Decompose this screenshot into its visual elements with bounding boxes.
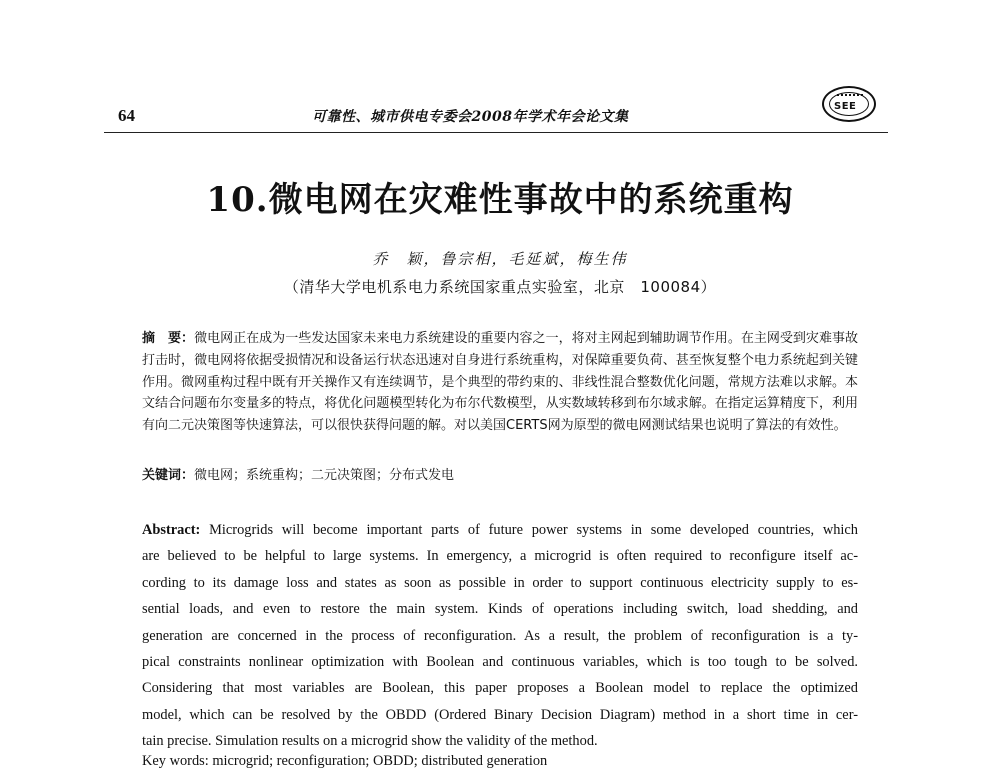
logo-text: SEE xyxy=(834,101,857,112)
english-abstract-line: Abstract: Microgrids will become important parts of future power systems in some developed countries, which xyxy=(142,522,858,538)
paper-title: 10.微电网在灾难性事故中的系统重构 xyxy=(206,180,794,220)
english-abstract-line: sential loads, and even to restore the main system. Kinds of operations including switch, load shedding, and xyxy=(142,601,858,618)
english-abstract xyxy=(142,517,858,755)
english-abstract-line: model, which can be resolved by the OBDD (Ordered Binary Decision Diagram) method in a short time in cer- xyxy=(142,706,858,723)
page-number: 64 xyxy=(118,106,135,125)
running-header xyxy=(112,84,890,130)
paper-affiliation: （清华大学电机系电力系统国家重点实验室，北京 100084） xyxy=(283,278,717,296)
english-abstract-line: are believed to be helpful to large systems. In emergency, a microgrid is often required to reconfigure itself ac- xyxy=(142,548,858,565)
society-logo-icon xyxy=(822,86,876,122)
english-keywords: Key words: microgrid; reconfiguration; OBDD; distributed generation xyxy=(142,753,548,769)
english-abstract-line: Considering that most variables are Boolean, this paper proposes a Boolean model to replace the optimized xyxy=(142,680,858,697)
chinese-keywords-label: 关键词： xyxy=(142,468,195,483)
chinese-abstract-text: 微电网正在成为一些发达国家未来电力系统建设的重要内容之一，将对主网起到辅助调节作用。在主网受到灾难事故打击时，微电网将依据受损情况和设备运行状态迅速对自身进行系统重构，对保障重要负荷、甚至恢复整个电力系统起到关键作用。微网重构过程中既有开关操作又有连续调节，是个典型的带约束的、非线性混合整数优化问题，常规方法难以求解。本文结合问题布尔变量多的特点，将优化问题模型转化为布尔代数模型，从实数域转移到布尔域求解。在指定运算精度下，利用有向二元决策图等快速算法，可以很快获得问题的解。对以美国CERTS网为原型的微电网测试结果也说明了算法的有效性。 xyxy=(142,331,858,434)
english-abstract-line: generation are concerned in the process of reconfiguration. As a result, the problem of reconfiguration is a ty- xyxy=(142,627,858,644)
chinese-keywords-text: 微电网；系统重构；二元决策图；分布式发电 xyxy=(194,468,455,483)
chinese-abstract xyxy=(142,328,858,437)
journal-title: 可靠性、城市供电专委会2008年学术年会论文集 xyxy=(312,109,629,125)
english-abstract-line: tain precise. Simulation results on a microgrid show the validity of the method. xyxy=(142,733,598,750)
chinese-keywords xyxy=(142,464,858,483)
english-abstract-label: Abstract: xyxy=(142,522,201,538)
header-divider xyxy=(104,132,888,133)
english-abstract-line: pical constraints nonlinear optimization with Boolean and continuous variables, which is too tough to be solved. xyxy=(142,654,858,671)
english-abstract-line: cording to its damage loss and states as soon as possible in order to support continuous electricity supply to es- xyxy=(142,574,858,591)
chinese-abstract-label: 摘 要： xyxy=(142,331,195,346)
paper-authors: 乔 颖，鲁宗相，毛延斌，梅生伟 xyxy=(372,250,628,268)
